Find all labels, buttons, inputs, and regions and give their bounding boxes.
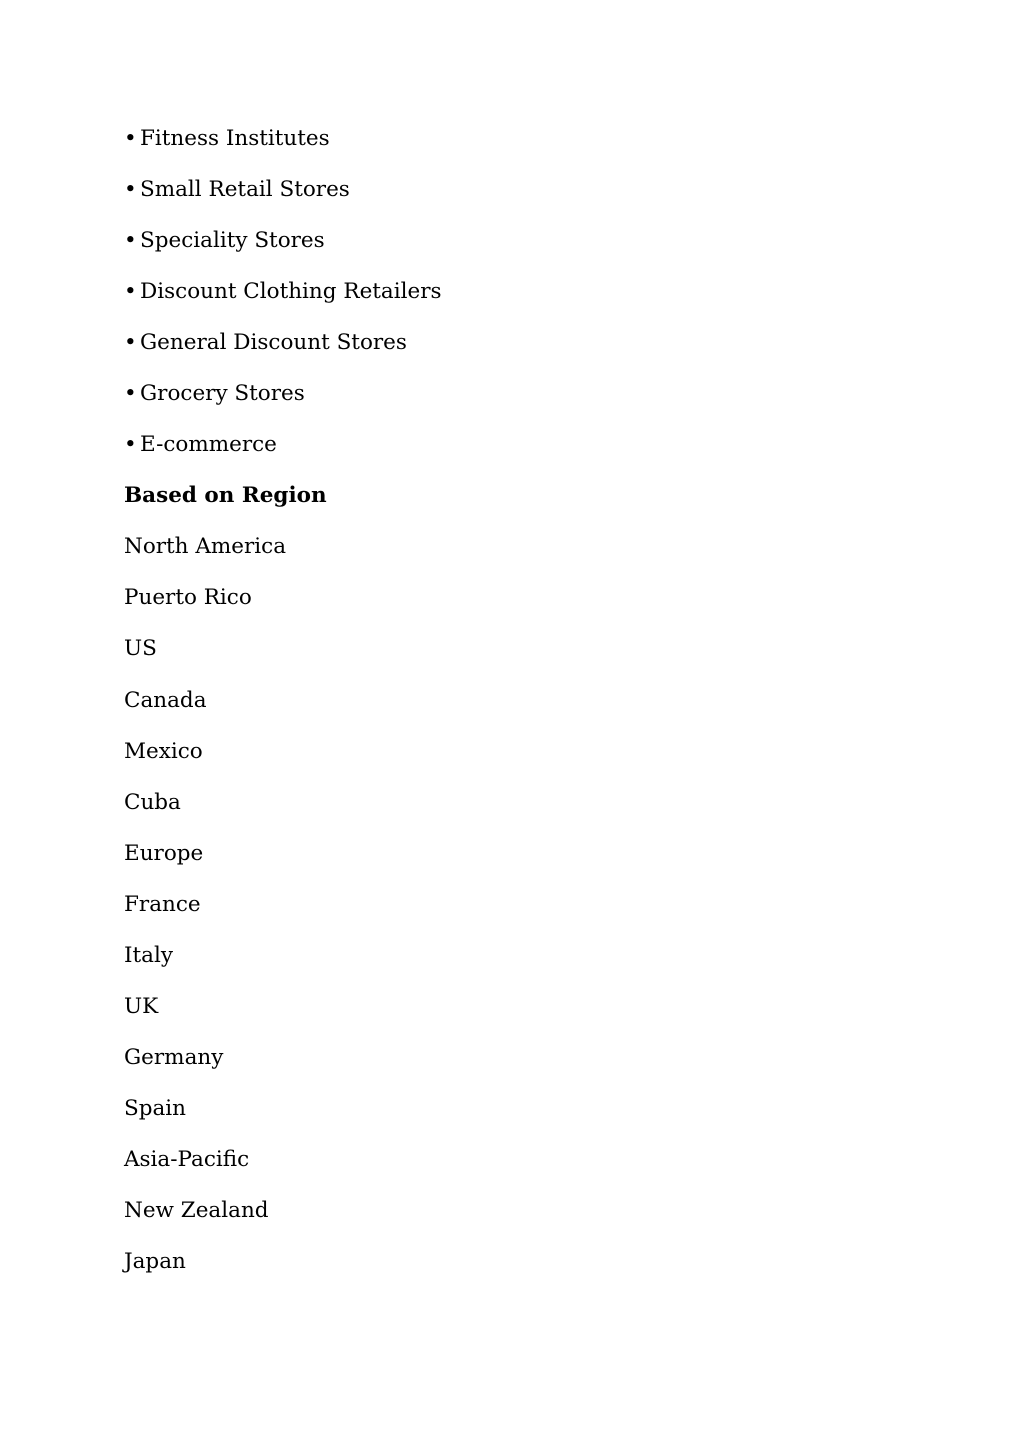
- region-item: France: [124, 891, 201, 917]
- region-item: Cuba: [124, 789, 181, 815]
- list-item: [124, 378, 924, 429]
- list-item-label: Grocery Stores: [140, 381, 305, 407]
- list-item-label: E-commerce: [140, 432, 277, 458]
- region-item: Puerto Rico: [124, 585, 252, 611]
- bullet-icon: •: [124, 330, 137, 356]
- list-item: [124, 225, 924, 276]
- list-item: [124, 327, 924, 378]
- document-page: [124, 123, 924, 1297]
- section-heading: Based on Region: [124, 483, 327, 509]
- bullet-icon: •: [124, 279, 137, 305]
- list-item-label: General Discount Stores: [140, 330, 407, 356]
- region-item: Canada: [124, 687, 207, 713]
- list-item: [124, 123, 924, 174]
- region-item: Italy: [124, 942, 173, 968]
- region-item: Europe: [124, 840, 204, 866]
- bullet-icon: •: [124, 177, 137, 203]
- bullet-icon: •: [124, 228, 137, 254]
- region-item: Asia-Pacific: [124, 1146, 250, 1172]
- list-item-label: Speciality Stores: [140, 228, 325, 254]
- region-item: Mexico: [124, 738, 203, 764]
- region-item: New Zealand: [124, 1197, 269, 1223]
- list-item-label: Discount Clothing Retailers: [140, 279, 442, 305]
- region-item: North America: [124, 534, 287, 560]
- list-item-label: Small Retail Stores: [140, 177, 350, 203]
- region-item: UK: [124, 993, 159, 1019]
- list-item: [124, 276, 924, 327]
- bullet-icon: •: [124, 432, 137, 458]
- channel-list: [124, 123, 924, 480]
- region-item: US: [124, 636, 157, 662]
- region-list: [124, 531, 924, 1297]
- bullet-icon: •: [124, 126, 137, 151]
- region-item: Japan: [124, 1249, 186, 1275]
- region-item: Germany: [124, 1044, 224, 1070]
- list-item: [124, 174, 924, 225]
- list-item-label: Fitness Institutes: [140, 126, 330, 151]
- list-item: [124, 429, 924, 480]
- region-item: Spain: [124, 1095, 187, 1121]
- bullet-icon: •: [124, 381, 137, 407]
